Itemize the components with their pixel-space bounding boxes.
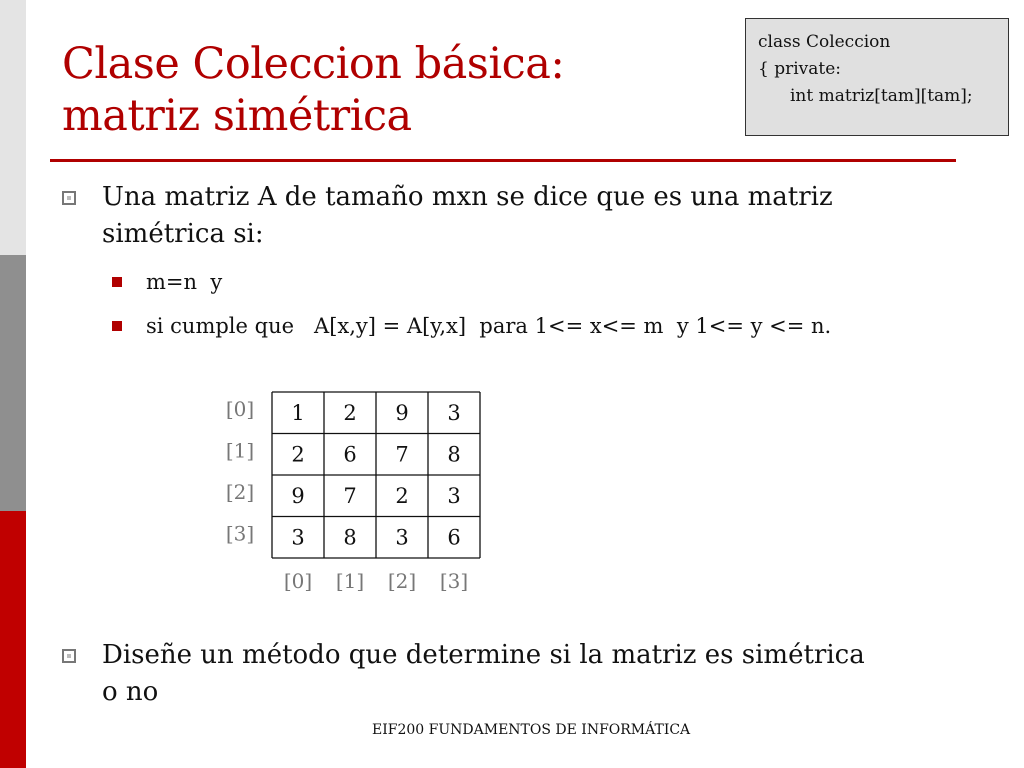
hollow-square-bullet-icon: [62, 649, 76, 663]
bullet-definition-line-2: simétrica si:: [102, 219, 264, 249]
matrix-col-index-label: [2]: [387, 569, 417, 593]
code-line-3: int matriz[tam][tam];: [790, 86, 973, 106]
code-line-1: class Coleccion: [758, 32, 891, 52]
footer-course-name: EIF200 FUNDAMENTOS DE INFORMÁTICA: [372, 722, 691, 738]
slide-title-line-2: matriz simétrica: [62, 91, 412, 141]
matrix-cell-value: 6: [447, 525, 461, 550]
matrix-cell-value: 2: [343, 401, 357, 425]
bullet-exercise-text: [102, 637, 962, 711]
bullet-definition-line-1: Una matriz A de tamaño mxn se dice que es una matriz: [102, 182, 833, 212]
side-bar-red-segment: [0, 511, 26, 768]
red-square-bullet-icon: [112, 321, 122, 331]
matrix-row-index-label: [2]: [225, 480, 255, 504]
symmetric-matrix-figure: [200, 380, 500, 595]
matrix-cell-value: 3: [395, 525, 409, 550]
matrix-cell-value: 1: [291, 401, 305, 425]
matrix-cell-value: 3: [447, 484, 461, 508]
matrix-row-index-label: [3]: [225, 521, 255, 546]
side-bar-gray-segment: [0, 255, 26, 511]
matrix-cell-value: 3: [291, 525, 305, 550]
side-decoration-bar: [0, 0, 26, 768]
matrix-col-index-label: [1]: [335, 569, 365, 593]
slide-title: [62, 38, 722, 142]
matrix-cell-value: 7: [343, 484, 357, 508]
matrix-cell-value: 3: [447, 401, 461, 425]
matrix-row-index-label: [0]: [225, 397, 255, 421]
bullet-exercise-line-1: Diseñe un método que determine si la matriz es simétrica: [102, 640, 865, 670]
slide-title-line-1: Clase Coleccion básica:: [62, 39, 565, 89]
matrix-cell-value: 7: [395, 442, 409, 467]
title-underline: [50, 159, 956, 162]
matrix-cell-value: 8: [343, 525, 357, 550]
matrix-col-index-label: [3]: [439, 569, 469, 593]
bullet-definition-text: [102, 179, 962, 253]
matrix-row-index-label: [1]: [225, 438, 255, 463]
hollow-square-bullet-icon: [62, 191, 76, 205]
sub-bullet-text: m=n y: [146, 270, 223, 294]
matrix-cell-value: 2: [291, 442, 305, 467]
code-box: [745, 18, 1009, 136]
red-square-bullet-icon: [112, 277, 122, 287]
code-line-2: { private:: [758, 59, 842, 79]
side-bar-light-segment: [0, 0, 26, 255]
matrix-col-index-label: [0]: [283, 569, 313, 593]
matrix-cell-value: 9: [291, 484, 305, 508]
sub-bullet-text: si cumple que A[x,y] = A[y,x] para 1<= x<= m y 1<= y <= n.: [146, 314, 832, 338]
matrix-cell-value: 9: [395, 401, 409, 425]
matrix-cell-value: 6: [343, 442, 357, 467]
matrix-cell-value: 2: [395, 484, 409, 508]
matrix-cell-value: 8: [447, 442, 461, 467]
bullet-exercise-line-2: o no: [102, 677, 159, 707]
